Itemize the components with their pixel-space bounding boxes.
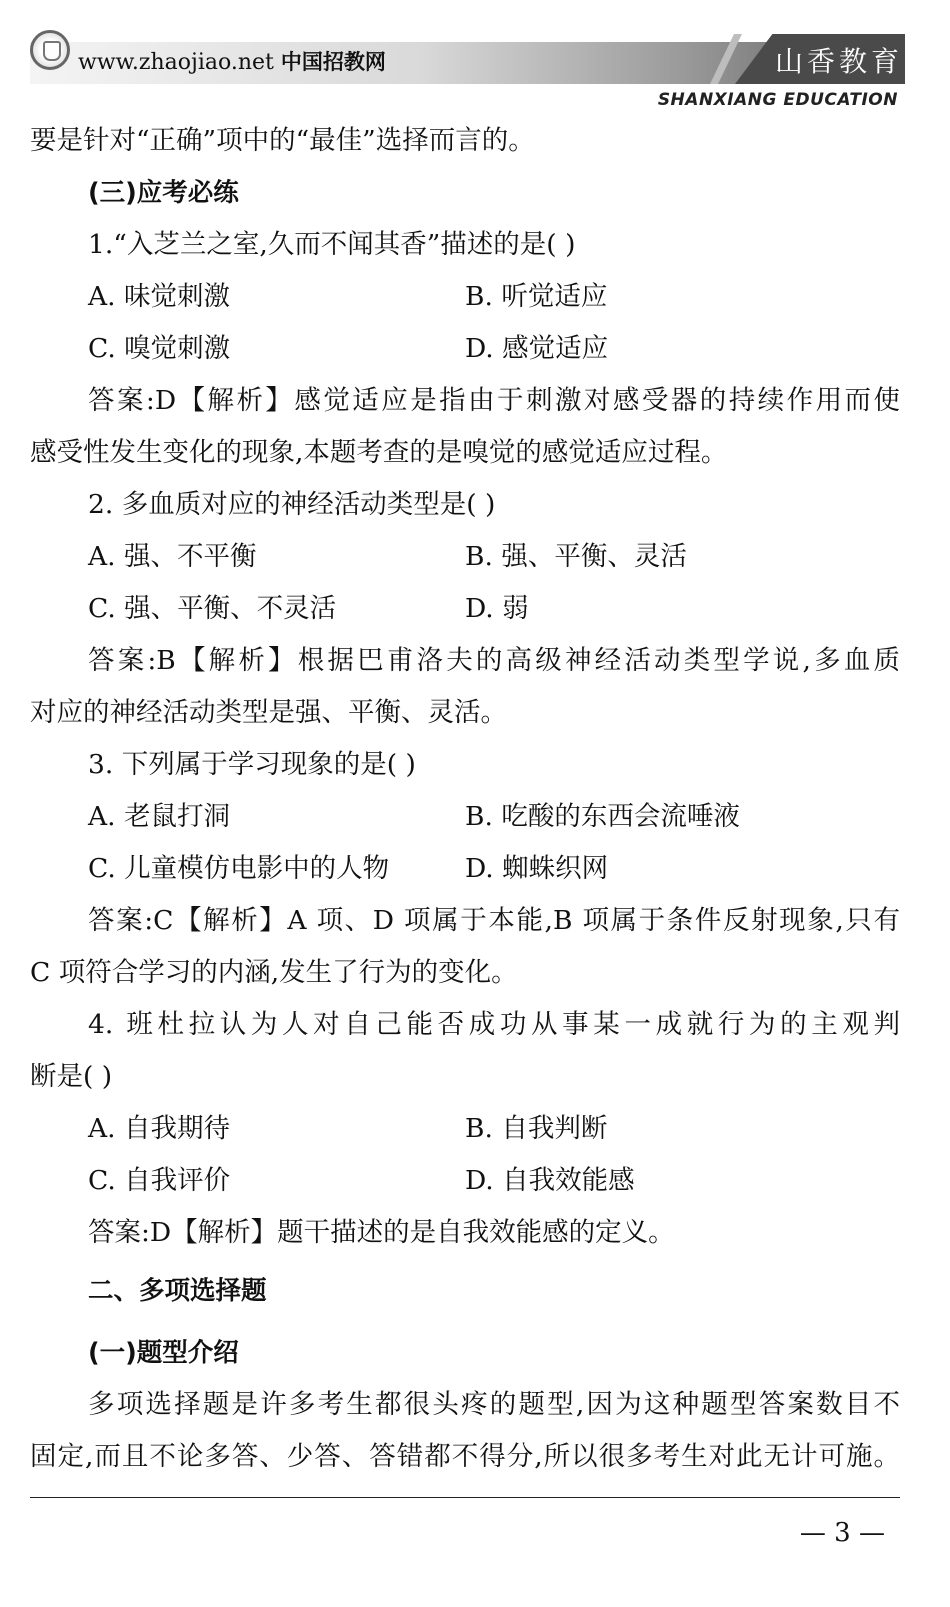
site-link[interactable] <box>78 46 386 76</box>
footer-divider <box>30 1497 900 1498</box>
question-4-line-1: 4. 班杜拉认为人对自己能否成功从事某一成就行为的主观判 <box>88 1009 900 1040</box>
question-2-option-a: A. 强、不平衡 <box>88 541 257 572</box>
answer-1-line-2: 感受性发生变化的现象,本题考查的是嗅觉的感觉适应过程。 <box>30 437 728 468</box>
page-header <box>0 0 950 120</box>
answer-2-line-1: 答案:B【解析】根据巴甫洛夫的高级神经活动类型学说,多血质 <box>88 645 900 676</box>
intro-paragraph-line-1: 多项选择题是许多考生都很头疼的题型,因为这种题型答案数目不 <box>88 1389 900 1420</box>
answer-2-line-2: 对应的神经活动类型是强、平衡、灵活。 <box>30 697 507 728</box>
brand-name-cn: 山香教育 <box>775 45 904 78</box>
page-number: — 3 — <box>799 1518 885 1548</box>
question-4-option-d: D. 自我效能感 <box>465 1165 635 1196</box>
brand-name-en: SHANXIANG EDUCATION <box>657 90 898 110</box>
question-4-option-a: A. 自我期待 <box>88 1113 230 1144</box>
question-4-option-c: C. 自我评价 <box>88 1165 231 1196</box>
question-3-option-a: A. 老鼠打洞 <box>88 801 230 832</box>
question-1-option-a: A. 味觉刺激 <box>88 281 230 312</box>
section-heading: (三)应考必练 <box>88 178 239 208</box>
answer-3-line-2: C 项符合学习的内涵,发生了行为的变化。 <box>30 957 518 988</box>
question-1-option-c: C. 嗅觉刺激 <box>88 333 231 364</box>
question-4-option-b: B. 自我判断 <box>465 1113 608 1144</box>
intro-paragraph-line-2: 固定,而且不论多答、少答、答错都不得分,所以很多考生对此无计可施。 <box>30 1441 900 1472</box>
answer-4: 答案:D【解析】题干描述的是自我效能感的定义。 <box>88 1217 675 1248</box>
question-4-line-2: 断是( ) <box>30 1061 113 1092</box>
answer-1-line-1: 答案:D【解析】感觉适应是指由于刺激对感受器的持续作用而使 <box>88 385 900 416</box>
section-heading: 二、多项选择题 <box>88 1276 267 1306</box>
question-2-option-c: C. 强、平衡、不灵活 <box>88 593 337 624</box>
logo-emblem-icon <box>30 30 70 70</box>
question-1-option-b: B. 听觉适应 <box>465 281 608 312</box>
site-url: www.zhaojiao.net <box>78 50 274 75</box>
question-1: 1.“入芝兰之室,久而不闻其香”描述的是( ) <box>88 229 576 260</box>
question-2-option-b: B. 强、平衡、灵活 <box>465 541 687 572</box>
question-3: 3. 下列属于学习现象的是( ) <box>88 749 416 780</box>
question-2-option-d: D. 弱 <box>465 593 529 624</box>
question-1-option-d: D. 感觉适应 <box>465 333 609 364</box>
question-3-option-d: D. 蜘蛛织网 <box>465 853 609 884</box>
answer-3-line-1: 答案:C【解析】A 项、D 项属于本能,B 项属于条件反射现象,只有 <box>88 905 900 936</box>
question-3-option-b: B. 吃酸的东西会流唾液 <box>465 801 740 832</box>
question-3-option-c: C. 儿童模仿电影中的人物 <box>88 853 390 884</box>
section-heading: (一)题型介绍 <box>88 1338 239 1368</box>
paragraph-line: 要是针对“正确”项中的“最佳”选择而言的。 <box>30 125 535 156</box>
question-2: 2. 多血质对应的神经活动类型是( ) <box>88 489 496 520</box>
site-name: 中国招教网 <box>280 50 386 74</box>
